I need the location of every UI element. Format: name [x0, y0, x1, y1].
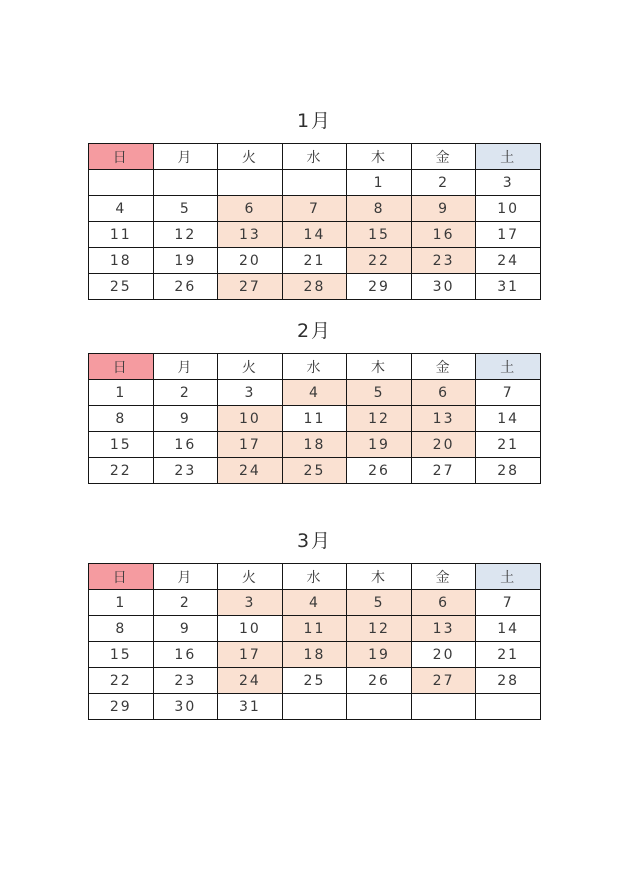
weekday-header-sunday: 日: [89, 354, 154, 380]
day-cell: 7: [282, 196, 347, 222]
empty-cell: [282, 694, 347, 720]
day-cell: 3: [218, 590, 283, 616]
day-cell: 5: [347, 380, 412, 406]
weekday-header-friday: 金: [411, 144, 476, 170]
day-cell: 25: [282, 668, 347, 694]
day-cell: 1: [89, 590, 154, 616]
day-cell: 20: [218, 248, 283, 274]
day-cell: 3: [476, 170, 541, 196]
day-cell: 10: [476, 196, 541, 222]
weekday-header-monday: 月: [153, 144, 218, 170]
day-cell: 16: [153, 432, 218, 458]
day-cell: 18: [282, 432, 347, 458]
day-cell: 9: [153, 406, 218, 432]
day-cell: 3: [218, 380, 283, 406]
month-february: [88, 316, 541, 484]
weekday-header-saturday: 土: [476, 564, 541, 590]
empty-cell: [89, 170, 154, 196]
day-cell: 8: [347, 196, 412, 222]
month-title: 1月: [296, 110, 333, 132]
week-row: [89, 668, 541, 694]
day-cell: 28: [476, 458, 541, 484]
day-cell: 4: [282, 590, 347, 616]
weekday-header-saturday: 土: [476, 354, 541, 380]
day-cell: 31: [476, 274, 541, 300]
day-cell: 13: [218, 222, 283, 248]
weekday-header-tuesday: 火: [218, 564, 283, 590]
empty-cell: [153, 170, 218, 196]
weekday-header-row: [89, 144, 541, 170]
calendar-table-february: [88, 353, 541, 484]
day-cell: 11: [282, 406, 347, 432]
day-cell: 9: [153, 616, 218, 642]
week-row: [89, 196, 541, 222]
month-march: [88, 526, 541, 720]
day-cell: 27: [411, 458, 476, 484]
weekday-header-row: [89, 354, 541, 380]
day-cell: 31: [218, 694, 283, 720]
month-title: 2月: [296, 320, 333, 342]
day-cell: 16: [411, 222, 476, 248]
day-cell: 23: [153, 668, 218, 694]
day-cell: 26: [347, 458, 412, 484]
week-row: [89, 616, 541, 642]
day-cell: 2: [411, 170, 476, 196]
day-cell: 23: [153, 458, 218, 484]
day-cell: 8: [89, 616, 154, 642]
week-row: [89, 432, 541, 458]
week-row: [89, 590, 541, 616]
weekday-header-friday: 金: [411, 564, 476, 590]
weekday-header-thursday: 木: [347, 144, 412, 170]
day-cell: 15: [347, 222, 412, 248]
day-cell: 22: [89, 458, 154, 484]
day-cell: 30: [411, 274, 476, 300]
weekday-header-row: [89, 564, 541, 590]
day-cell: 21: [476, 432, 541, 458]
day-cell: 12: [347, 406, 412, 432]
weekday-header-tuesday: 火: [218, 354, 283, 380]
month-title: 3月: [296, 530, 333, 552]
empty-cell: [411, 694, 476, 720]
weekday-header-row: [89, 564, 541, 590]
day-cell: 11: [282, 616, 347, 642]
day-cell: 28: [282, 274, 347, 300]
day-cell: 24: [218, 458, 283, 484]
day-cell: 10: [218, 406, 283, 432]
day-cell: 29: [347, 274, 412, 300]
day-cell: 4: [282, 380, 347, 406]
day-cell: 19: [347, 642, 412, 668]
day-cell: 25: [89, 274, 154, 300]
weekday-header-saturday: 土: [476, 144, 541, 170]
day-cell: 29: [89, 694, 154, 720]
day-cell: 24: [218, 668, 283, 694]
weekday-header-wednesday: 水: [282, 354, 347, 380]
day-cell: 26: [153, 274, 218, 300]
empty-cell: [218, 170, 283, 196]
day-cell: 15: [89, 642, 154, 668]
week-row: [89, 642, 541, 668]
week-row: [89, 406, 541, 432]
day-cell: 1: [89, 380, 154, 406]
day-cell: 15: [89, 432, 154, 458]
day-cell: 7: [476, 590, 541, 616]
day-cell: 19: [153, 248, 218, 274]
week-row: [89, 170, 541, 196]
month-january: [88, 106, 541, 300]
day-cell: 4: [89, 196, 154, 222]
calendar-table-march: [88, 563, 541, 720]
day-cell: 19: [347, 432, 412, 458]
day-cell: 1: [347, 170, 412, 196]
day-cell: 14: [282, 222, 347, 248]
day-cell: 6: [411, 380, 476, 406]
calendar-body: [89, 590, 541, 720]
weekday-header-monday: 月: [153, 354, 218, 380]
day-cell: 17: [476, 222, 541, 248]
day-cell: 27: [411, 668, 476, 694]
day-cell: 27: [218, 274, 283, 300]
week-row: [89, 458, 541, 484]
day-cell: 20: [411, 432, 476, 458]
day-cell: 22: [347, 248, 412, 274]
day-cell: 23: [411, 248, 476, 274]
day-cell: 11: [89, 222, 154, 248]
day-cell: 22: [89, 668, 154, 694]
day-cell: 17: [218, 432, 283, 458]
day-cell: 14: [476, 406, 541, 432]
empty-cell: [347, 694, 412, 720]
day-cell: 17: [218, 642, 283, 668]
empty-cell: [476, 694, 541, 720]
day-cell: 25: [282, 458, 347, 484]
weekday-header-monday: 月: [153, 564, 218, 590]
calendar-body: [89, 380, 541, 484]
day-cell: 18: [89, 248, 154, 274]
day-cell: 28: [476, 668, 541, 694]
weekday-header-tuesday: 火: [218, 144, 283, 170]
weekday-header-thursday: 木: [347, 564, 412, 590]
day-cell: 12: [153, 222, 218, 248]
empty-cell: [282, 170, 347, 196]
day-cell: 12: [347, 616, 412, 642]
day-cell: 5: [153, 196, 218, 222]
day-cell: 2: [153, 590, 218, 616]
calendar-table-january: [88, 143, 541, 300]
weekday-header-friday: 金: [411, 354, 476, 380]
weekday-header-thursday: 木: [347, 354, 412, 380]
week-row: [89, 380, 541, 406]
day-cell: 10: [218, 616, 283, 642]
weekday-header-sunday: 日: [89, 144, 154, 170]
day-cell: 2: [153, 380, 218, 406]
day-cell: 21: [476, 642, 541, 668]
day-cell: 7: [476, 380, 541, 406]
week-row: [89, 694, 541, 720]
day-cell: 5: [347, 590, 412, 616]
weekday-header-wednesday: 水: [282, 144, 347, 170]
week-row: [89, 248, 541, 274]
day-cell: 6: [411, 590, 476, 616]
day-cell: 20: [411, 642, 476, 668]
weekday-header-row: [89, 144, 541, 170]
day-cell: 8: [89, 406, 154, 432]
day-cell: 30: [153, 694, 218, 720]
weekday-header-wednesday: 水: [282, 564, 347, 590]
day-cell: 14: [476, 616, 541, 642]
day-cell: 26: [347, 668, 412, 694]
day-cell: 13: [411, 406, 476, 432]
day-cell: 24: [476, 248, 541, 274]
weekday-header-row: [89, 354, 541, 380]
day-cell: 16: [153, 642, 218, 668]
day-cell: 13: [411, 616, 476, 642]
calendar-body: [89, 170, 541, 300]
weekday-header-sunday: 日: [89, 564, 154, 590]
week-row: [89, 274, 541, 300]
week-row: [89, 222, 541, 248]
day-cell: 18: [282, 642, 347, 668]
day-cell: 21: [282, 248, 347, 274]
day-cell: 9: [411, 196, 476, 222]
day-cell: 6: [218, 196, 283, 222]
